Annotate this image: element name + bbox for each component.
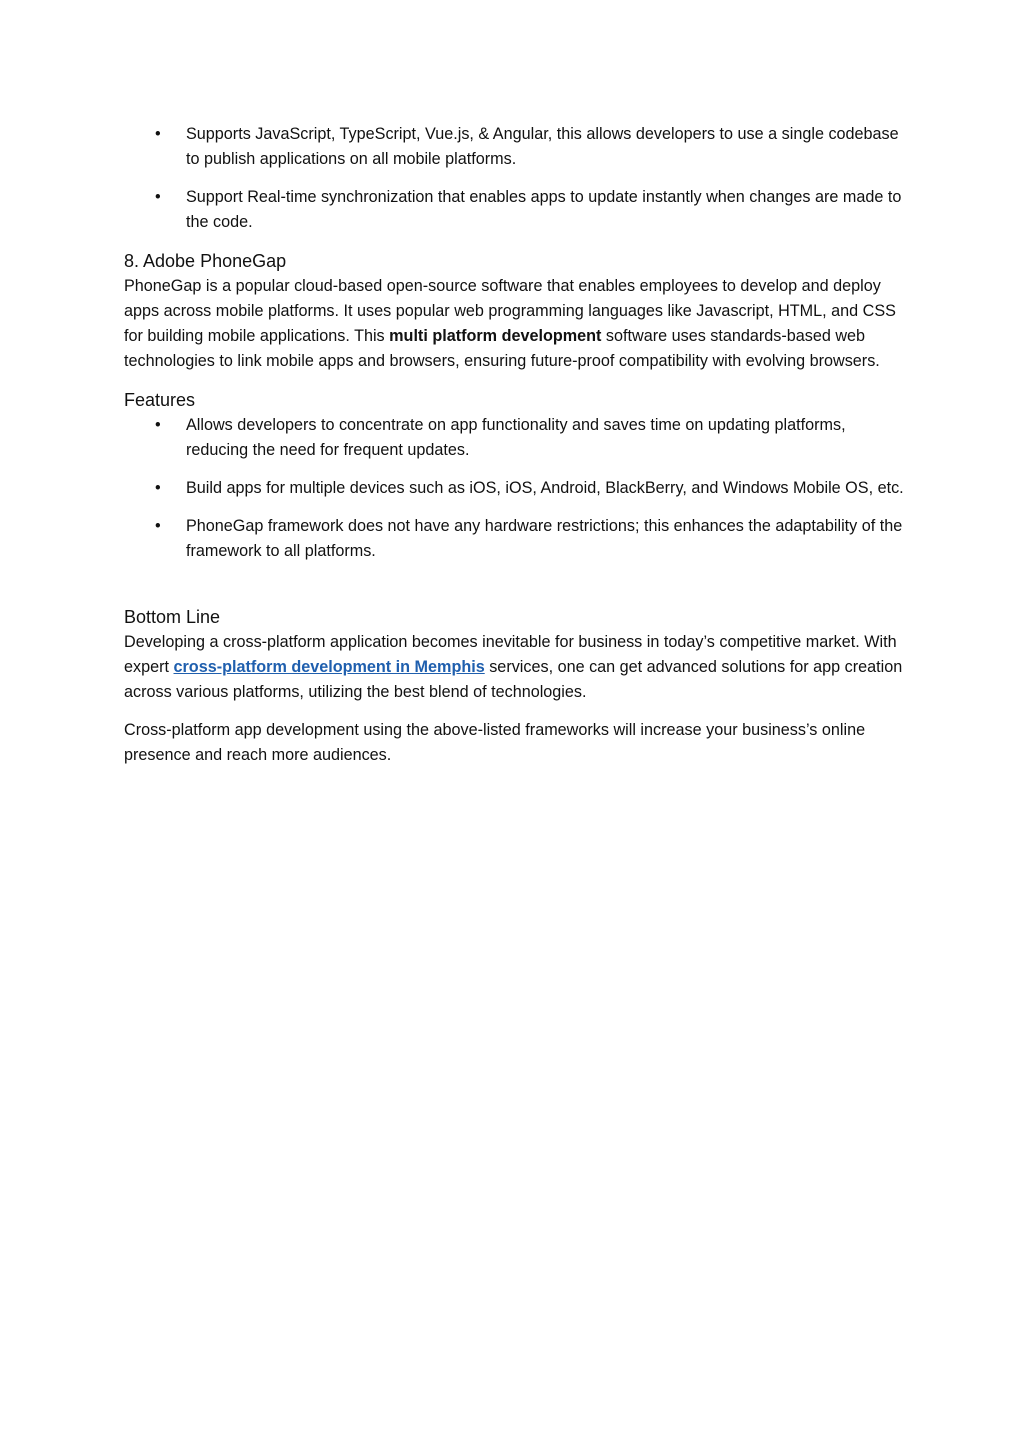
features-list: [124, 413, 904, 564]
bottom-line-text-end: services, one can get advanced solutions for app creation across various platforms, utilizing the best blend of technologies.: [124, 658, 903, 701]
list-item: [124, 413, 904, 463]
bullet-icon: •: [155, 125, 161, 143]
list-item: [124, 122, 904, 172]
list-item: [124, 476, 904, 501]
bottom-line-heading: Bottom Line: [124, 607, 221, 627]
closing-paragraph: Cross-platform app development using the above-listed frameworks will increase your business’s online presence and reach more audiences.: [124, 721, 866, 764]
bullet-icon: •: [155, 479, 161, 497]
list-item-text: Build apps for multiple devices such as iOS, iOS, Android, BlackBerry, and Windows Mobile OS, etc.: [186, 479, 904, 497]
bullet-icon: •: [155, 188, 161, 206]
list-item: [124, 185, 904, 235]
list-item-text: Support Real-time synchronization that enables apps to update instantly when changes are made to the code.: [186, 188, 902, 231]
bottom-line-text: Developing a cross-platform application becomes inevitable for business in today’s competitive market. With expert: [124, 633, 897, 676]
phonegap-description: [124, 274, 904, 374]
section-heading-adobe-phonegap: 8. Adobe PhoneGap: [124, 251, 287, 271]
list-item: [124, 514, 904, 564]
bold-keyword: multi platform development: [389, 327, 602, 345]
memphis-development-link[interactable]: cross-platform development in Memphis: [173, 658, 485, 676]
bottom-line-paragraph: [124, 630, 904, 705]
features-heading: Features: [124, 390, 196, 410]
phonegap-description-text-end: software uses standards-based web technologies to link mobile apps and browsers, ensuring future-proof compatibility with evolving browsers.: [124, 327, 880, 370]
bullet-icon: •: [155, 517, 161, 535]
document-content: [124, 122, 904, 781]
top-bullet-list: [124, 122, 904, 235]
list-item-text: PhoneGap framework does not have any hardware restrictions; this enhances the adaptability of the framework to all platforms.: [186, 517, 903, 560]
list-item-text: Allows developers to concentrate on app functionality and saves time on updating platforms, reducing the need for frequent updates.: [186, 416, 846, 459]
bullet-icon: •: [155, 416, 161, 434]
phonegap-description-text: PhoneGap is a popular cloud-based open-source software that enables employees to develop and deploy apps across mobile platforms. It uses popular web programming languages like Javascript, HTML, and CSS for building mobile applications. This: [124, 277, 896, 345]
list-item-text: Supports JavaScript, TypeScript, Vue.js, & Angular, this allows developers to use a single codebase to publish applications on all mobile platforms.: [186, 125, 899, 168]
spacer: [124, 577, 904, 604]
